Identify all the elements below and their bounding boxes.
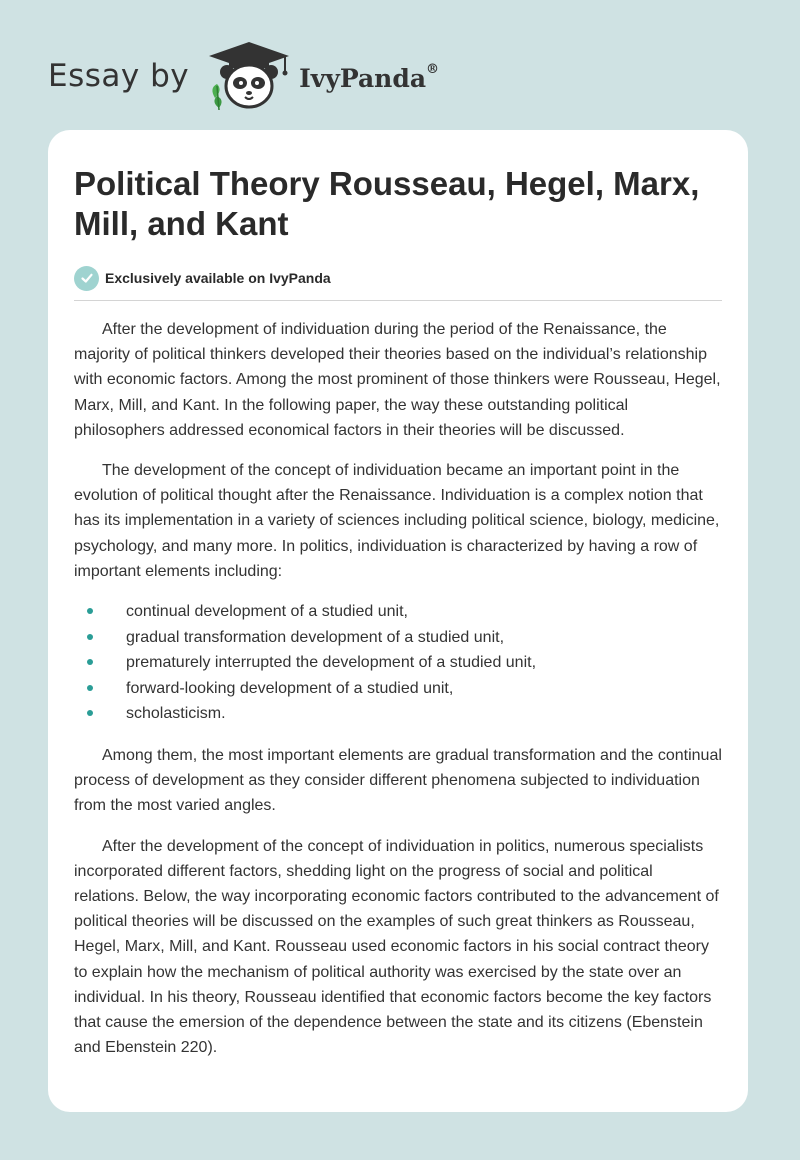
site-header: [48, 36, 439, 116]
paragraph: After the development of individuation during the period of the Renaissance, the majority of political thinkers developed their theories based on the individual’s relationship with economic factors. Among the most prominent of those thinkers were Rousseau, Hegel, Marx, Mill, and Kant. In the following paper, the way these outstanding political philosophers addressed economical factors in their theories will be discussed.: [74, 321, 721, 439]
list-item-text: continual development of a studied unit,: [126, 603, 408, 621]
divider: [74, 300, 722, 301]
page-title: Political Theory Rousseau, Hegel, Marx, Mill, and Kant: [74, 165, 700, 242]
list-item-text: prematurely interrupted the development of a studied unit,: [126, 654, 537, 672]
list-item: [74, 625, 722, 651]
list-item-text: gradual transformation development of a studied unit,: [126, 628, 505, 646]
bullet-dot: [87, 685, 93, 691]
paragraph: After the development of the concept of individuation in politics, numerous specialists incorporated different factors, shedding light on the progress of social and political relations. Below, the way incorporating economic factors contributed to the advancement of political theories will be discussed on the examples of such great thinkers as Rousseau, Hegel, Marx, Mill, and Kant. Rousseau used economic factors in his social contract theory to explain how the mechanism of political authority was exercised by the state over an individual. In his theory, Rousseau identified that economic factors become the key factors that cause the emersion of the dependence between the state and its citizens (Ebenstein and Ebenstein 220).: [74, 837, 719, 1057]
list-item: [74, 650, 722, 676]
brand-name[interactable]: [299, 64, 439, 93]
list-item-text: scholasticism.: [126, 705, 226, 723]
registered-mark: ®: [426, 62, 440, 78]
check-icon: [74, 266, 99, 291]
paragraph: Among them, the most important elements are gradual transformation and the continual process of development as they consider different phenomena subjected to individuation from the most varied angles.: [74, 747, 722, 815]
brand-label: IvyPanda: [299, 63, 427, 93]
bullet-dot: [87, 634, 93, 640]
list-item: [74, 676, 722, 702]
paragraph: The development of the concept of individuation became an important point in the evolution of political thought after the Renaissance. Individuation is a complex notion that has its implementation in a variety of sciences including political science, biology, medicine, psychology, and many more. In politics, individuation is characterized by having a row of important elements including:: [74, 462, 720, 580]
list-item: [74, 701, 722, 727]
bullet-dot: [87, 659, 93, 665]
bullet-list: [74, 599, 722, 727]
exclusive-label: Exclusively available on IvyPanda: [105, 270, 331, 286]
essay-body: [74, 317, 722, 1060]
essay-card: [48, 130, 748, 1112]
essay-by-label: Essay by: [48, 58, 190, 94]
list-item: [74, 599, 722, 625]
bullet-dot: [87, 710, 93, 716]
exclusive-badge: [74, 264, 722, 292]
panda-graduation-cap-icon[interactable]: [205, 40, 293, 112]
list-item-text: forward-looking development of a studied unit,: [126, 679, 454, 697]
bullet-dot: [87, 608, 93, 614]
